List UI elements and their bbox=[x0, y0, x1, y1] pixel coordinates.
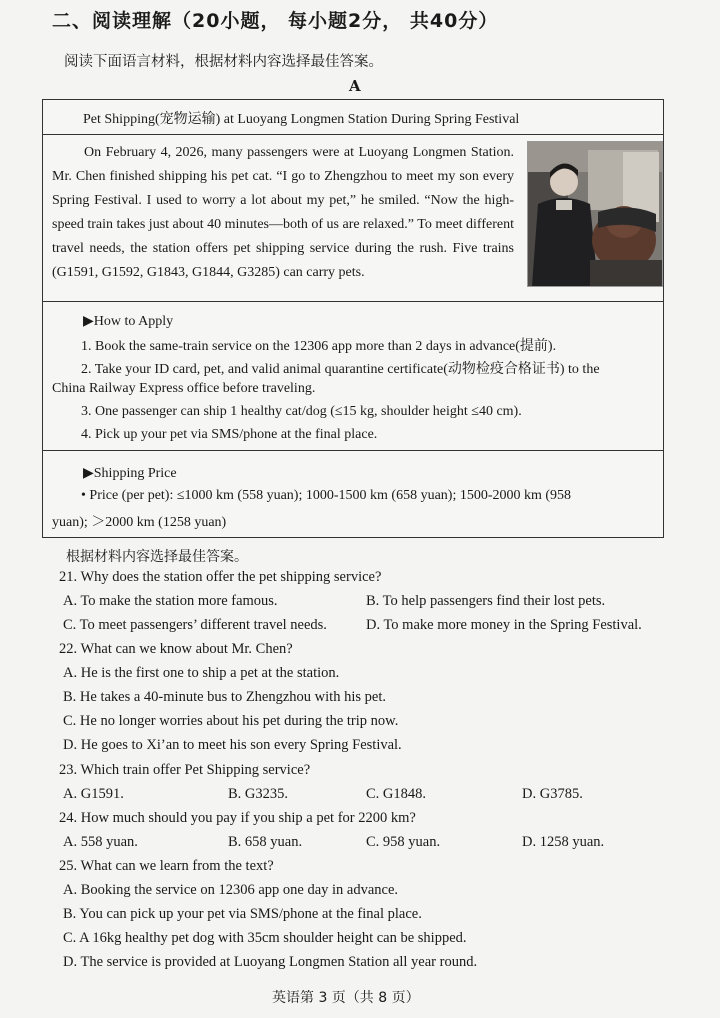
q24-option-c: C. 958 yuan. bbox=[366, 834, 441, 850]
how-to-apply-box bbox=[42, 301, 664, 451]
q23-option-b: B. G3235. bbox=[228, 786, 289, 802]
apply-step-2: 2. Take your ID card, pet, and valid animal quarantine certificate(动物检疫合格证书) to the bbox=[81, 362, 600, 377]
shipping-price-heading: ▶Shipping Price bbox=[83, 466, 177, 481]
page-footer: 英语第 3 页（共 8 页） bbox=[272, 990, 420, 1006]
q25-option-d: D. The service is provided at Luoyang Longmen Station all year round. bbox=[63, 954, 478, 970]
apply-step-2-continued: China Railway Express office before traveling. bbox=[52, 381, 316, 396]
question-22: 22. What can we know about Mr. Chen? bbox=[59, 641, 293, 657]
q23-option-c: C. G1848. bbox=[366, 786, 427, 802]
q24-option-d: D. 1258 yuan. bbox=[522, 834, 605, 850]
q22-option-a: A. He is the first one to ship a pet at the station. bbox=[63, 665, 340, 681]
q22-option-c: C. He no longer worries about his pet during the trip now. bbox=[63, 713, 399, 729]
news-photo bbox=[527, 141, 663, 287]
passage-label: A bbox=[349, 77, 361, 95]
q21-option-b: B. To help passengers find their lost pets. bbox=[366, 593, 606, 609]
shipping-price-line-2: yuan); ＞2000 km (1258 yuan) bbox=[52, 515, 227, 530]
shipping-price-line-1: • Price (per pet): ≤1000 km (558 yuan); 1000-1500 km (658 yuan); 1500-2000 km (958 bbox=[81, 488, 572, 503]
question-25: 25. What can we learn from the text? bbox=[59, 858, 274, 874]
q23-option-a: A. G1591. bbox=[63, 786, 124, 802]
passage-story: On February 4, 2026, many passengers were at Luoyang Longmen Station. Mr. Chen finished shipping his pet cat. “I go to Zhengzhou to meet my son every Spring Festival. I used to worry a lot about my pet,” he smiled. “Now the high-speed train takes just about 40 minutes—both of us are relaxed.” To meet different travel needs, the station offers pet shipping service during the rush. Five trains (G1591, G1592, G1843, G1844, G3285) can carry pets. bbox=[52, 145, 514, 280]
q22-option-d: D. He goes to Xi’an to meet his son every Spring Festival. bbox=[63, 737, 402, 753]
question-23: 23. Which train offer Pet Shipping service? bbox=[59, 762, 311, 778]
questions-instruction: 根据材料内容选择最佳答案。 bbox=[66, 549, 248, 565]
q21-option-d: D. To make more money in the Spring Festival. bbox=[366, 617, 642, 633]
q21-option-c: C. To meet passengers’ different travel needs. bbox=[63, 617, 327, 633]
shipping-price-box bbox=[42, 450, 664, 538]
question-24: 24. How much should you pay if you ship a pet for 2200 km? bbox=[59, 810, 416, 826]
apply-step-4: 4. Pick up your pet via SMS/phone at the final place. bbox=[81, 427, 378, 442]
section-title: 二、阅读理解（20小题， 每小题2分， 共40分） bbox=[52, 10, 499, 32]
passage-title-box bbox=[42, 99, 664, 135]
apply-step-3: 3. One passenger can ship 1 healthy cat/dog (≤15 kg, shoulder height ≤40 cm). bbox=[81, 404, 522, 419]
q25-option-a: A. Booking the service on 12306 app one day in advance. bbox=[63, 882, 399, 898]
passage-story-box bbox=[42, 134, 664, 302]
section-instruction: 阅读下面语言材料，根据材料内容选择最佳答案。 bbox=[64, 54, 383, 70]
apply-step-1: 1. Book the same-train service on the 12306 app more than 2 days in advance(提前). bbox=[81, 339, 557, 354]
q24-option-b: B. 658 yuan. bbox=[228, 834, 303, 850]
q22-option-b: B. He takes a 40-minute bus to Zhengzhou with his pet. bbox=[63, 689, 386, 705]
q25-option-b: B. You can pick up your pet via SMS/phone at the final place. bbox=[63, 906, 422, 922]
passage-title: Pet Shipping(宠物运输) at Luoyang Longmen Station During Spring Festival bbox=[83, 112, 520, 127]
question-21: 21. Why does the station offer the pet shipping service? bbox=[59, 569, 382, 585]
q23-option-d: D. G3785. bbox=[522, 786, 583, 802]
photo-illustration bbox=[528, 142, 662, 286]
how-to-apply-heading: ▶How to Apply bbox=[83, 314, 174, 329]
q25-option-c: C. A 16kg healthy pet dog with 35cm shoulder height can be shipped. bbox=[63, 930, 467, 946]
q24-option-a: A. 558 yuan. bbox=[63, 834, 138, 850]
q21-option-a: A. To make the station more famous. bbox=[63, 593, 278, 609]
